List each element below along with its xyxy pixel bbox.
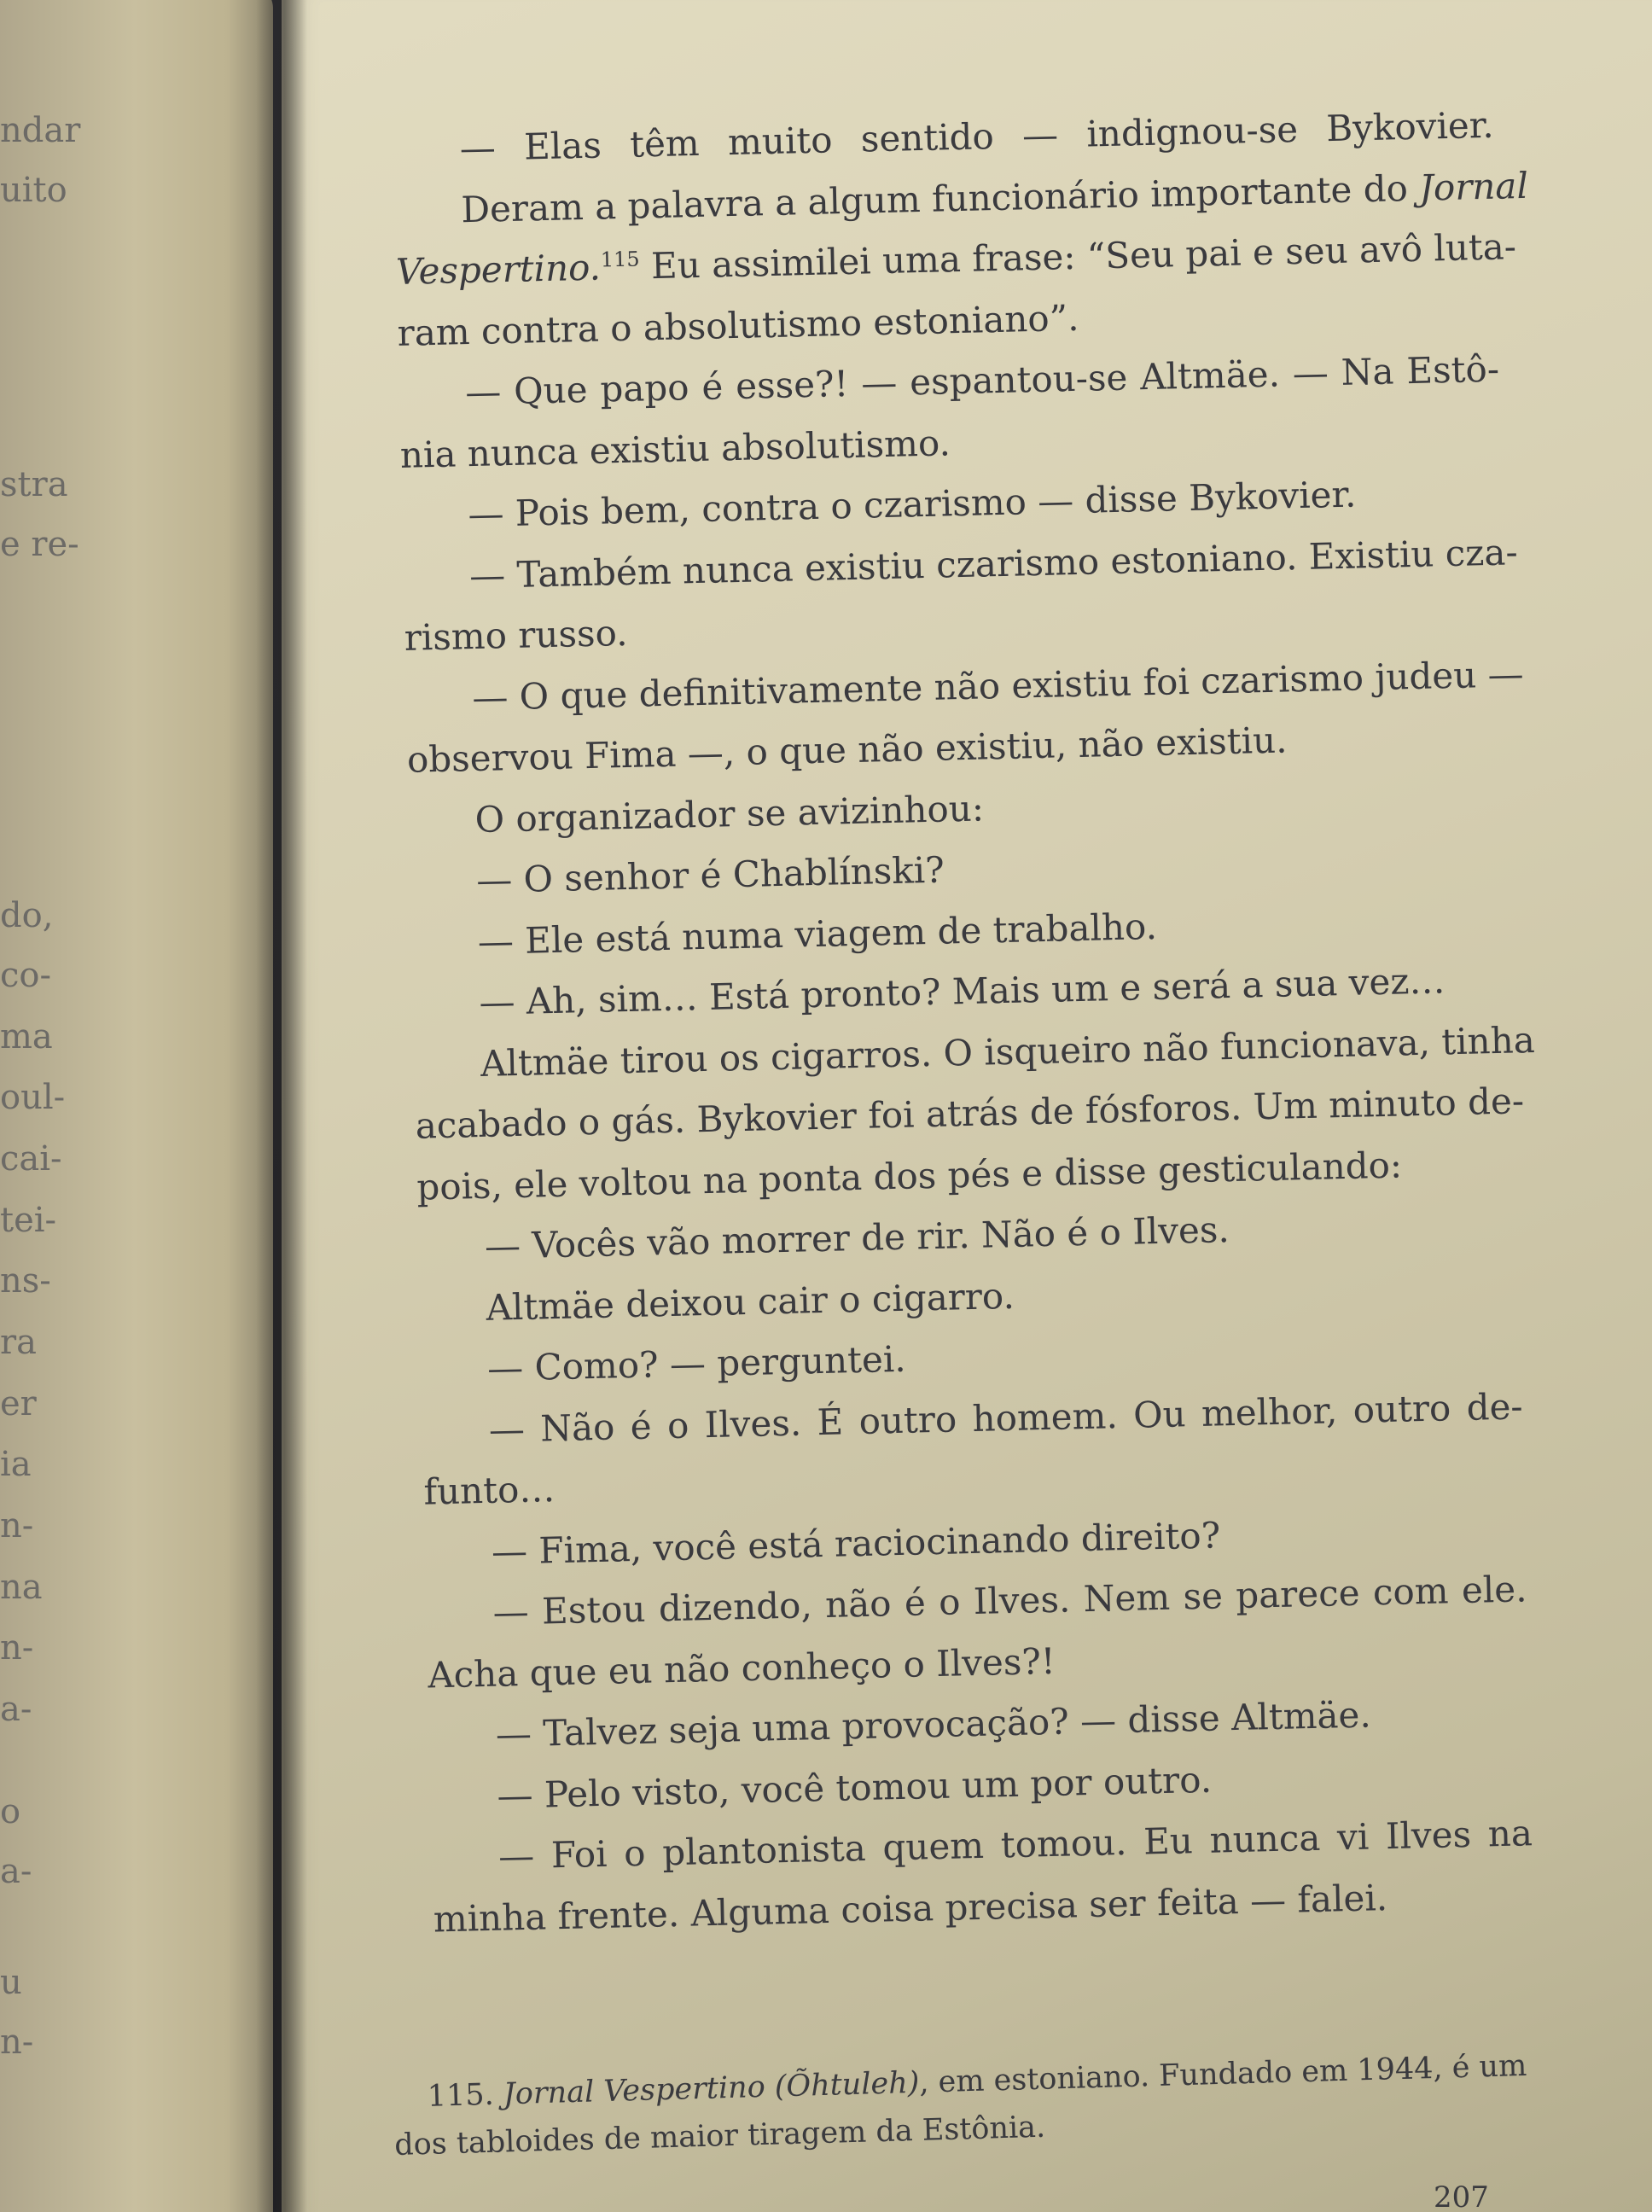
margin-fragment: a- bbox=[0, 1852, 32, 1891]
text-line: — Vocês vão morrer de rir. Não é o Ilves. bbox=[484, 1208, 1230, 1267]
text-line: rismo russo. bbox=[404, 611, 628, 659]
margin-fragment: n- bbox=[0, 1628, 34, 1668]
text-line: — O senhor é Chablínski? bbox=[475, 848, 945, 901]
text-line: pois, ele voltou na ponta dos pés e disse gesticulando: bbox=[416, 1143, 1403, 1208]
text-line: — Elas têm muito sentido — indignou-se Bykovier. bbox=[459, 103, 1495, 170]
margin-fragment: stra bbox=[0, 465, 68, 504]
footnote-title: Jornal Vespertino (Õhtuleh) bbox=[503, 2065, 920, 2112]
footnote-marker: 115 bbox=[600, 247, 640, 272]
text-line: observou Fima —, o que não existiu, não existiu. bbox=[406, 719, 1288, 781]
text-line: — Ah, sim… Está pronto? Mais um e será a sua vez… bbox=[478, 959, 1446, 1023]
margin-fragment: e re- bbox=[0, 525, 79, 564]
text-line: — Estou dizendo, não é o Ilves. Nem se parece com ele. bbox=[492, 1568, 1527, 1633]
margin-fragment: u bbox=[0, 1963, 22, 2002]
text-line: — Pois bem, contra o czarismo — disse Bykovier. bbox=[467, 473, 1357, 536]
text-line: — Que papo é esse?! — espantou-se Altmäe. — Na Estô- bbox=[464, 347, 1500, 414]
footnote-line: dos tabloides de maior tiragem da Estônia. bbox=[393, 2110, 1046, 2163]
text-line: — Como? — perguntei. bbox=[486, 1337, 907, 1389]
margin-fragment: a- bbox=[0, 1690, 32, 1729]
margin-fragment: ns- bbox=[0, 1261, 51, 1301]
margin-fragment: tei- bbox=[0, 1201, 57, 1240]
margin-fragment: ra bbox=[0, 1323, 37, 1362]
footnote-number: 115. bbox=[427, 2077, 495, 2114]
left-page bbox=[0, 0, 273, 2212]
book-gutter bbox=[256, 0, 307, 2212]
margin-fragment: er bbox=[0, 1384, 37, 1423]
margin-fragment: n- bbox=[0, 1506, 34, 1545]
margin-fragment: n- bbox=[0, 2023, 34, 2062]
text-line: — O que definitivamente não existiu foi czarismo judeu — bbox=[471, 652, 1525, 719]
margin-fragment: oul- bbox=[0, 1078, 66, 1117]
text-line: — Talvez seja uma provocação? — disse Altmäe. bbox=[495, 1693, 1372, 1755]
margin-fragment: co- bbox=[0, 956, 51, 995]
text-line: Altmäe deixou cair o cigarro. bbox=[486, 1274, 1015, 1329]
page-number: 207 bbox=[1434, 2180, 1489, 2212]
text-line: — Pelo visto, você tomou um por outro. bbox=[497, 1758, 1213, 1817]
body-text bbox=[393, 95, 1534, 1950]
text-line: — Também nunca existiu czarismo estoniano. Existiu cza- bbox=[468, 530, 1519, 597]
margin-fragment: na bbox=[0, 1568, 43, 1607]
text-line: acabado o gás. Bykovier foi atrás de fósforos. Um minuto de- bbox=[415, 1080, 1525, 1147]
footnote-line: 115. Jornal Vespertino (Õhtuleh), em estoniano. Fundado em 1944, é um bbox=[427, 2048, 1527, 2114]
margin-fragment: ndar bbox=[0, 111, 81, 150]
text-line: Vespertino.$^{115}$ Eu assimilei uma frase: “Seu pai e seu avô luta- bbox=[395, 225, 1517, 293]
text-line: Altmäe tirou os cigarros. O isqueiro não funcionava, tinha bbox=[480, 1018, 1536, 1085]
margin-fragment: ma bbox=[0, 1017, 53, 1057]
text-line: O organizador se avizinhou: bbox=[474, 786, 985, 841]
margin-fragment: uito bbox=[0, 171, 67, 210]
margin-fragment: ia bbox=[0, 1445, 32, 1484]
text-line: — Ele está numa viagem de trabalho. bbox=[477, 905, 1158, 963]
text-line: Deram a palavra a algum funcionário importante do Jornal bbox=[460, 164, 1529, 230]
margin-fragment: do, bbox=[0, 896, 54, 935]
text-line: Acha que eu não conheço o Ilves?! bbox=[427, 1639, 1056, 1697]
text-line: — Não é o Ilves. É outro homem. Ou melhor, outro de- bbox=[488, 1384, 1524, 1451]
text-line: ram contra o absolutismo estoniano”. bbox=[397, 296, 1079, 354]
text-line: minha frente. Alguma coisa precisa ser feita — falei. bbox=[433, 1876, 1388, 1940]
margin-fragment: o bbox=[0, 1792, 21, 1831]
text-line: funto… bbox=[422, 1468, 556, 1513]
text-line: — Foi o plantonista quem tomou. Eu nunca vi Ilves na bbox=[497, 1812, 1533, 1877]
margin-fragment: cai- bbox=[0, 1139, 62, 1179]
text-line: — Fima, você está raciocinando direito? bbox=[491, 1513, 1221, 1573]
text-line: nia nunca existiu absolutismo. bbox=[399, 421, 951, 476]
